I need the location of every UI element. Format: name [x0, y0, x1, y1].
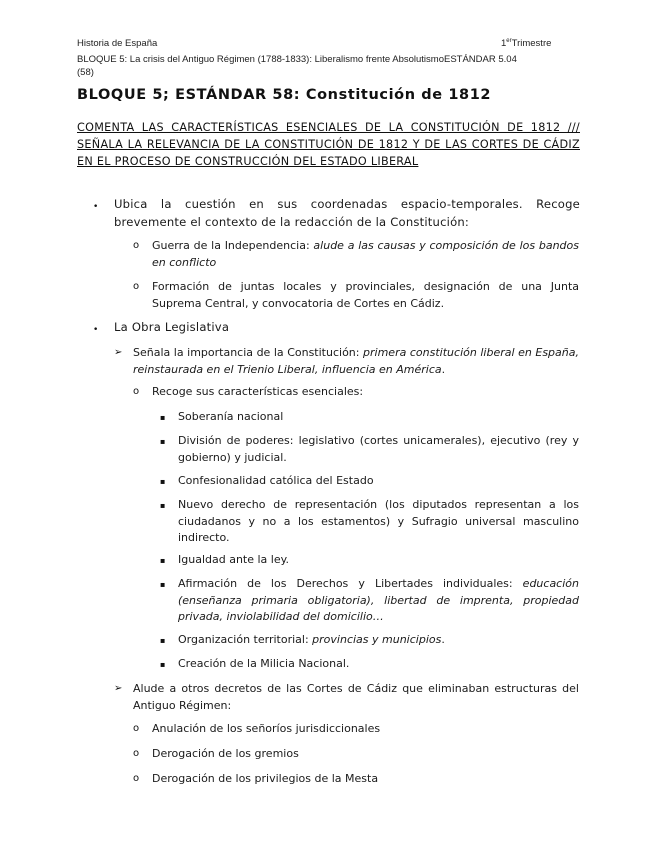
section1-item-1-italic: alude a las causas y composición de los bandos en conflicto	[152, 239, 579, 269]
header-term-label: Trimestre	[511, 38, 552, 49]
square-marker: ▪	[160, 413, 166, 422]
header-subject: Historia de España	[77, 38, 158, 49]
section1-item-1-text: Guerra de la Independencia:	[152, 239, 314, 252]
characteristics-heading: Recoge sus características esenciales:	[152, 385, 364, 398]
square-marker: ▪	[160, 501, 166, 510]
circle-marker: o	[133, 748, 140, 759]
square-marker: ▪	[160, 437, 166, 446]
section1-item-2: Formación de juntas locales y provinciales, designación de una Junta Suprema Central, y convocatoria de Cortes en Cádiz.	[152, 280, 579, 310]
decree-item: Derogación de los gremios	[152, 747, 299, 760]
arrow-marker: ➢	[114, 347, 123, 358]
header-bloque-line-2: (58)	[77, 67, 94, 78]
characteristic-item: Igualdad ante la ley.	[178, 553, 290, 566]
characteristic-item: División de poderes: legislativo (cortes unicamerales), ejecutivo (rey y gobierno) y judicial.	[178, 434, 579, 464]
square-marker: ▪	[160, 580, 166, 589]
characteristic-item-territory	[178, 632, 579, 649]
territory-text: Organización territorial:	[178, 633, 313, 646]
section2-importance	[133, 345, 579, 378]
bullet-marker: •	[93, 202, 99, 212]
header-bloque-line: BLOQUE 5: La crisis del Antiguo Régimen (1788-1833): Liberalismo frente AbsolutismoESTÁNDAR 5.04	[77, 54, 517, 65]
circle-marker: o	[133, 723, 140, 734]
bullet-marker: •	[93, 325, 99, 335]
header-term-suffix: er	[506, 38, 512, 44]
circle-marker: o	[133, 386, 140, 397]
decree-item: Anulación de los señoríos jurisdiccionales	[152, 722, 381, 735]
arrow-marker: ➢	[114, 683, 123, 694]
circle-marker: o	[133, 281, 140, 292]
section2-title: La Obra Legislativa	[114, 320, 230, 334]
section1-text: Ubica la cuestión en sus coordenadas espacio-temporales. Recoge brevemente el contexto de la redacción de la Constitución:	[114, 197, 580, 229]
header-term-number: 1	[501, 38, 507, 49]
page-title: BLOQUE 5; ESTÁNDAR 58: Constitución de 1812	[77, 87, 492, 103]
section2-decrees: Alude a otros decretos de las Cortes de Cádiz que eliminaban estructuras del Antiguo Régimen:	[133, 682, 579, 712]
circle-marker: o	[133, 240, 140, 251]
importance-end: .	[441, 362, 446, 376]
header-term	[501, 38, 551, 49]
decree-item: Derogación de los privilegios de la Mesta	[152, 772, 379, 785]
importance-text: Señala la importancia de la Constitución:	[133, 346, 364, 359]
characteristic-item: Nuevo derecho de representación (los diputados representan a los ciudadanos y no a los estamentos) y Sufragio universal masculino indirecto.	[178, 498, 579, 544]
characteristic-item-rights	[178, 576, 579, 626]
circle-marker: o	[133, 773, 140, 784]
square-marker: ▪	[160, 556, 166, 565]
territory-end: .	[441, 633, 445, 646]
section1-item-1	[152, 238, 579, 271]
territory-italic: provincias y municipios	[312, 633, 442, 646]
rights-text: Afirmación de los Derechos y Libertades individuales:	[178, 577, 523, 590]
characteristic-item: Creación de la Milicia Nacional.	[178, 657, 350, 670]
importance-italic: primera constitución liberal en España, reinstaurada en el Trienio Liberal, influencia en América	[133, 346, 579, 376]
characteristic-item: Confesionalidad católica del Estado	[178, 474, 374, 487]
square-marker: ▪	[160, 636, 166, 645]
square-marker: ▪	[160, 660, 166, 669]
characteristic-item: Soberanía nacional	[178, 410, 284, 423]
task-statement: COMENTA LAS CARACTERÍSTICAS ESENCIALES DE LA CONSTITUCIÓN DE 1812 /// SEÑALA LA RELEVANCIA DE LA CONSTITUCIÓN DE 1812 Y DE LAS CORTES DE CÁDIZ EN EL PROCESO DE CONSTRUCCIÓN DEL ESTADO LIBERAL	[77, 121, 580, 168]
rights-italic: educación (enseñanza primaria obligatoria), libertad de imprenta, propiedad privada, inviolabilidad del domicilio…	[178, 577, 579, 623]
square-marker: ▪	[160, 477, 166, 486]
